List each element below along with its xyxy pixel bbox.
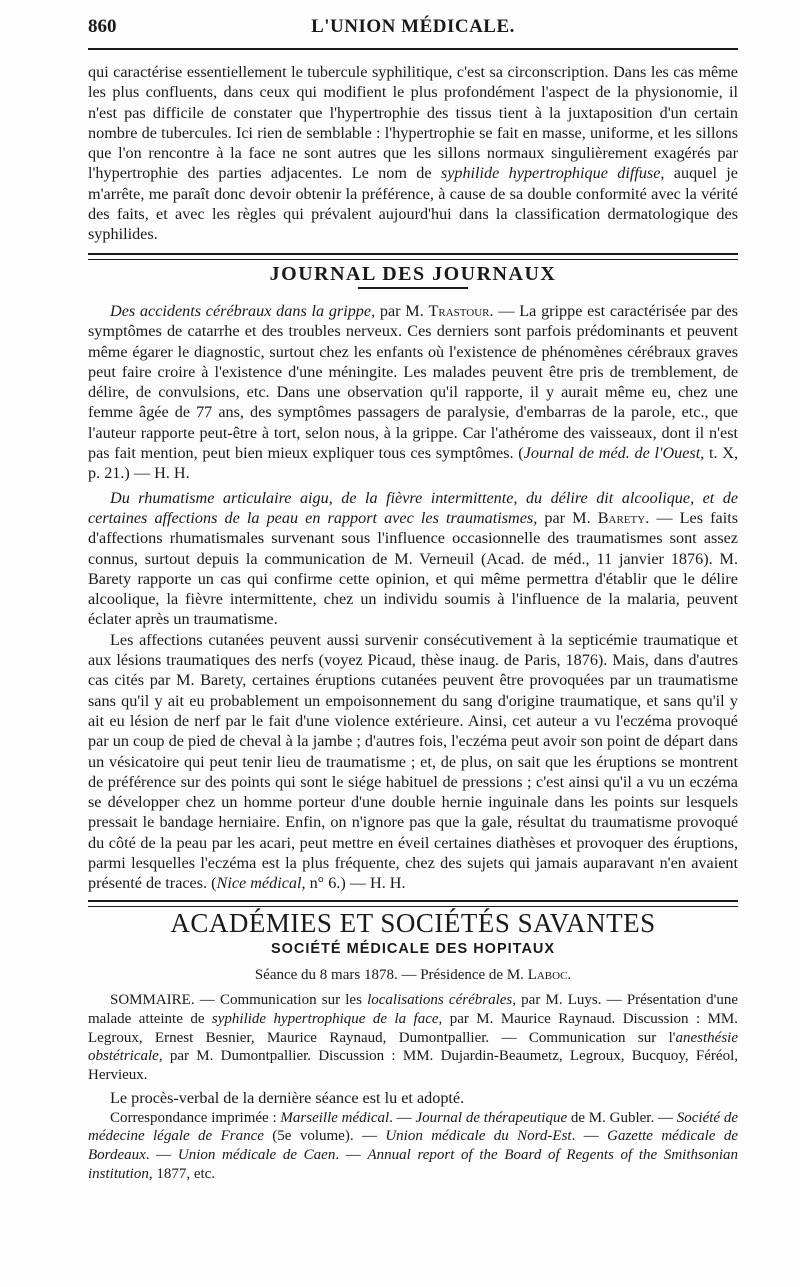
running-title: L'UNION MÉDICALE. <box>311 16 515 37</box>
journal-reference: Nice médical <box>216 874 302 893</box>
page-body <box>88 62 738 1183</box>
author-name: Barety <box>597 508 646 527</box>
article-rhumatisme-continued: Les affections cutanées peuvent aussi survenir consécutivement à la septicémie traumatique et aux lésions traumatiques des nerfs (voyez Picaud, thèse inaug. de Paris, 1876). Mais, dans d'autres cas cités par M. Barety, certaines éruptions cutanées peuvent être provoquées par un traumatisme sans qu'il y ait eu probablement un empoisonnement du sang d'origine traumatique, et sans qu'il y ait eu lésion de nerf par le fait d'une violence extérieure. Ainsi, cet auteur a vu l'eczéma provoqué par un coup de pied de cheval à la jambe ; d'autres fois, l'eczéma peut avoir son point de départ dans un vésicatoire qui peut tenir lieu de traumatisme ; et, de plus, on sait que les éruptions se montrent de préférence sur des points qui sont le siége habituel de pressions ; c'est ainsi qu'il a vu un eczéma se développer chez un homme porteur d'une double hernie inguinale dans les points sur lesquels pressait le bandage herniaire. Enfin, on n'ignore pas que la gale, résultat du traumatisme provoqué du côté de la peau par les acari, peut mettre en éveil certaines diathèses et provoquer des éruptions, parmi lesquelles l'eczéma est la plus fréquente, chez des sujets qui jamais auparavant n'en avaient présenté de traces. (Nice médical, n° 6.) — H. H. <box>88 630 738 893</box>
article-title: Des accidents cérébraux dans la grippe, <box>110 301 376 320</box>
page-header <box>88 16 738 44</box>
intro-paragraph: qui caractérise essentiellement le tubercule syphilitique, c'est sa circonscription. Dans les cas même les plus confluents, dans ceux qui modifient le plus profondément l'aspect de la physionomie, il n'est pas difficile de constater que l'hypertrophie des tissus tient à la juxtaposition d'un certain nombre de tubercules. Ici rien de semblable : l'hypertrophie se fait en masse, uniforme, et les sillons que l'on rencontre à la face ne sont autres que les sillons normaux singulièrement exagérés par l'hypertrophie des parties adjacentes. Le nom de syphilide hypertrophique diffuse, auquel je m'arrête, me paraît donc devoir obtenir la préférence, à cause de sa double conformité avec la vérité des faits, et avec les règles qui prévalent aujourd'hui dans la classification dermatologique des syphilides. <box>88 63 738 244</box>
article-rhumatisme: Du rhumatisme articulaire aigu, de la fièvre intermittente, du délire dit alcoolique, et de certaines affections de la peau en rapport avec les traumatismes, par M. Barety. — Les faits d'affections rhumatismales survenant sous l'influence occasionnelle des traumatismes sont assez connus, surtout depuis la communication de M. Verneuil (Acad. de méd., 11 janvier 1876). M. Barety rapporte un cas qui confirme cette opinion, et qui même permettra d'établir que le délire alcoolique, la fièvre intermittente, chez un individu soumis à l'influence de la malaria, peuvent éclater après un traumatisme. <box>88 488 739 629</box>
article-title: Du rhumatisme articulaire aigu, de la fièvre intermittente, du délire dit alcoolique, et de certaines affections de la peau en rapport avec les traumatismes, <box>88 488 738 527</box>
president-name: Laboc <box>527 967 568 984</box>
section-divider <box>88 253 738 260</box>
sommaire-label: SOMMAIRE <box>110 992 191 1009</box>
proces-verbal: Le procès-verbal de la dernière séance est lu et adopté. <box>110 1089 465 1108</box>
title-underline <box>358 287 468 289</box>
article-grippe: Des accidents cérébraux dans la grippe, par M. Trastour. — La grippe est caractérisée par des symptômes de catarrhe et des troubles nerveux. Ces derniers sont parfois prédominants et peuvent même égarer le diagnostic, surtout chez les enfants où l'existence de phénomènes cérébraux graves peut faire croire à l'existence d'une méningite. Les malades peuvent être pris de tremblement, de délire, de convulsions, etc. Dans une observation qu'il rapporte, il y aurait même eu, chez une femme âgée de 77 ans, des symptômes passagers de paralysie, d'embarras de la parole, etc., que l'auteur rapporte peut-être à tort, selon nous, à la grippe. Car l'athérome des vaisseaux, dont il n'est pas fait mention, peut bien mieux expliquer tous ces symptômes. (Journal de méd. de l'Ouest, t. X, p. 21.) — H. H. <box>88 301 739 483</box>
author-name: Trastour <box>428 301 490 320</box>
section-divider <box>88 900 738 907</box>
header-rule <box>88 48 738 50</box>
sommaire-paragraph: SOMMAIRE. — Communication sur les localisations cérébrales, par M. Luys. — Présentation d'une malade atteinte de syphilide hypertrophique de la face, par M. Maurice Raynaud. Discussion : MM. Legroux, Ernest Besnier, Maurice Raynaud, Dumontpallier. — Communication sur l'anesthésie obstétricale, par M. Dumontpallier. Discussion : MM. Dujardin-Beaumetz, Legroux, Bucquoy, Féréol, Hervieux. <box>88 992 739 1083</box>
society-title: SOCIÉTÉ MÉDICALE DES HOPITAUX <box>270 940 556 957</box>
intro-emphasis: syphilide hypertrophique diffuse <box>440 164 661 183</box>
correspondance-paragraph: Correspondance imprimée : Marseille médical. — Journal de thérapeutique de M. Gubler. — Société de médecine légale de France (5e volume). — Union médicale du Nord-Est. — Gazette médicale de Bordeaux. — Union médicale de Caen. — Annual report of the Board of Regents of the Smithsonian institution, 1877, etc. <box>88 1109 739 1182</box>
journal-reference: Journal de méd. de l'Ouest <box>523 444 701 463</box>
journal-section-title: JOURNAL DES JOURNAUX <box>269 262 557 285</box>
seance-line: Séance du 8 mars 1878. — Présidence de M. Laboc. <box>254 967 572 984</box>
page-number: 860 <box>88 16 117 37</box>
academies-section-title: ACADÉMIES ET SOCIÉTÉS SAVANTES <box>170 907 656 938</box>
